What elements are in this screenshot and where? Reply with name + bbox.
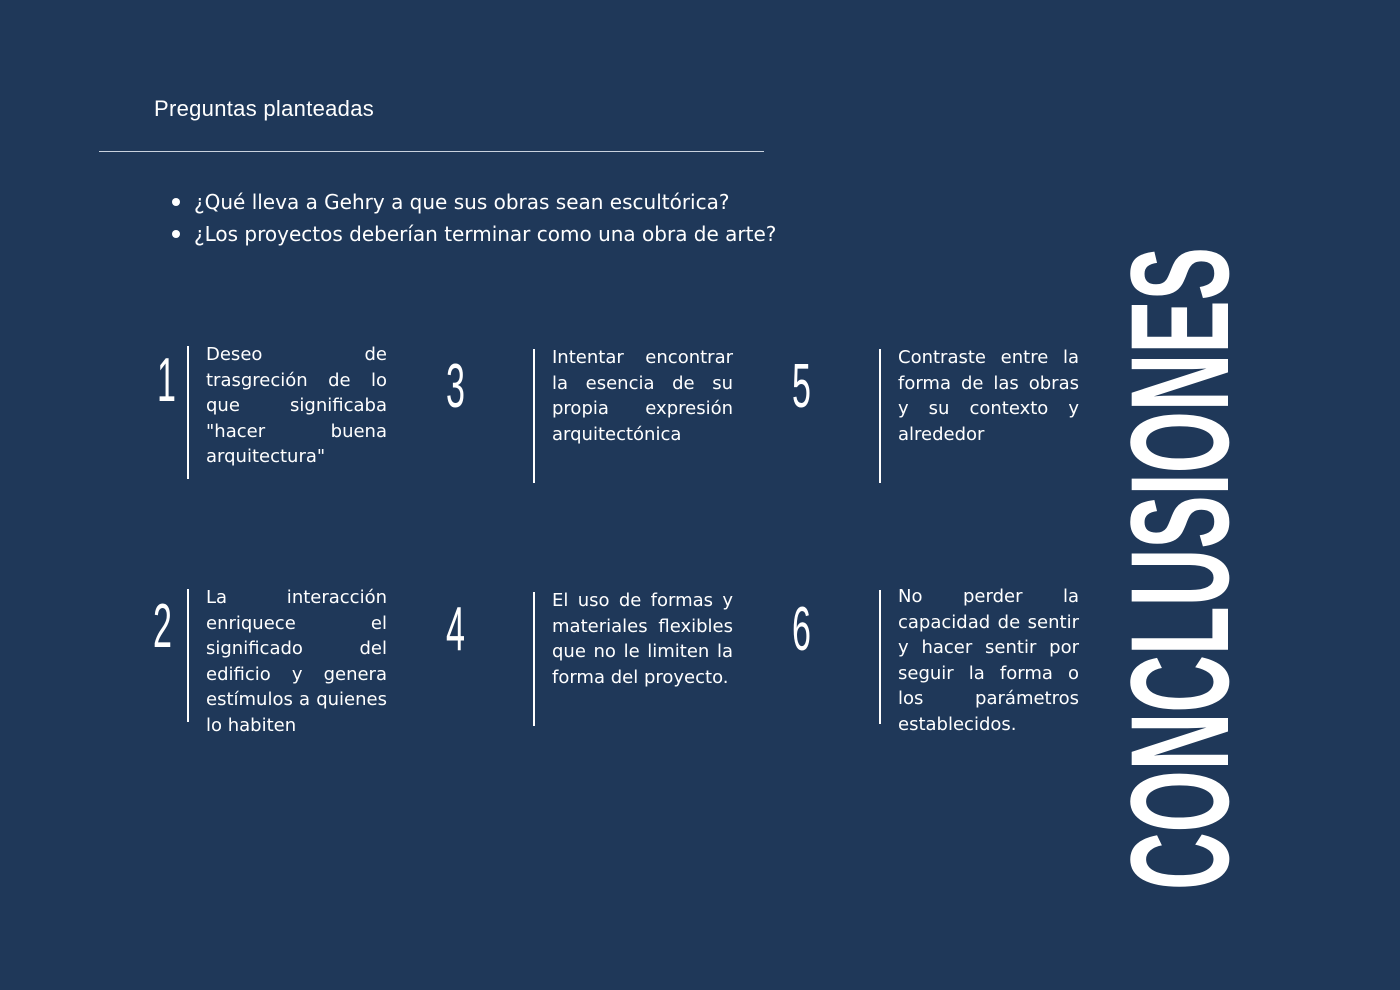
conclusion-divider [187,346,189,479]
conclusion-divider [879,590,881,724]
conclusion-text: Contraste entre la forma de las obras y su contexto y alrededor [898,347,1079,445]
conclusion-number: 6 [792,595,811,664]
conclusion-text: Deseo de trasgreción de lo que significaba "hacer buena arquitectura" [206,344,387,467]
conclusion-divider [879,349,881,483]
bullet-icon [172,198,180,206]
conclusion-number: 1 [157,346,176,415]
conclusion-divider [187,589,189,722]
conclusion-divider [533,349,535,483]
title-divider [99,151,764,152]
section-title: Preguntas planteadas [154,96,375,121]
conclusions-heading-text: CONCLUSIONES [1101,247,1258,890]
conclusion-number: 3 [446,352,465,421]
question-text: ¿Los proyectos deberían terminar como una obra de arte? [194,222,777,246]
conclusion-number: 4 [446,595,465,664]
conclusion-number: 2 [153,592,172,661]
conclusions-heading [1101,247,1258,890]
conclusion-divider [533,592,535,726]
conclusion-text: No perder la capacidad de sentir y hacer sentir por seguir la forma o los parámetros establecidos. [898,586,1079,735]
conclusion-text: La interacción enriquece el significado del edificio y genera estímulos a quienes lo habiten [206,587,387,736]
question-text: ¿Qué lleva a Gehry a que sus obras sean escultórica? [194,190,730,214]
questions-list [172,186,776,250]
conclusion-text: El uso de formas y materiales flexibles que no le limiten la forma del proyecto. [552,590,733,688]
conclusion-number: 5 [792,352,811,421]
bullet-icon [172,230,180,238]
question-item [172,186,776,218]
question-item [172,218,776,250]
conclusion-text: Intentar encontrar la esencia de su propia expresión arquitectónica [552,347,733,445]
